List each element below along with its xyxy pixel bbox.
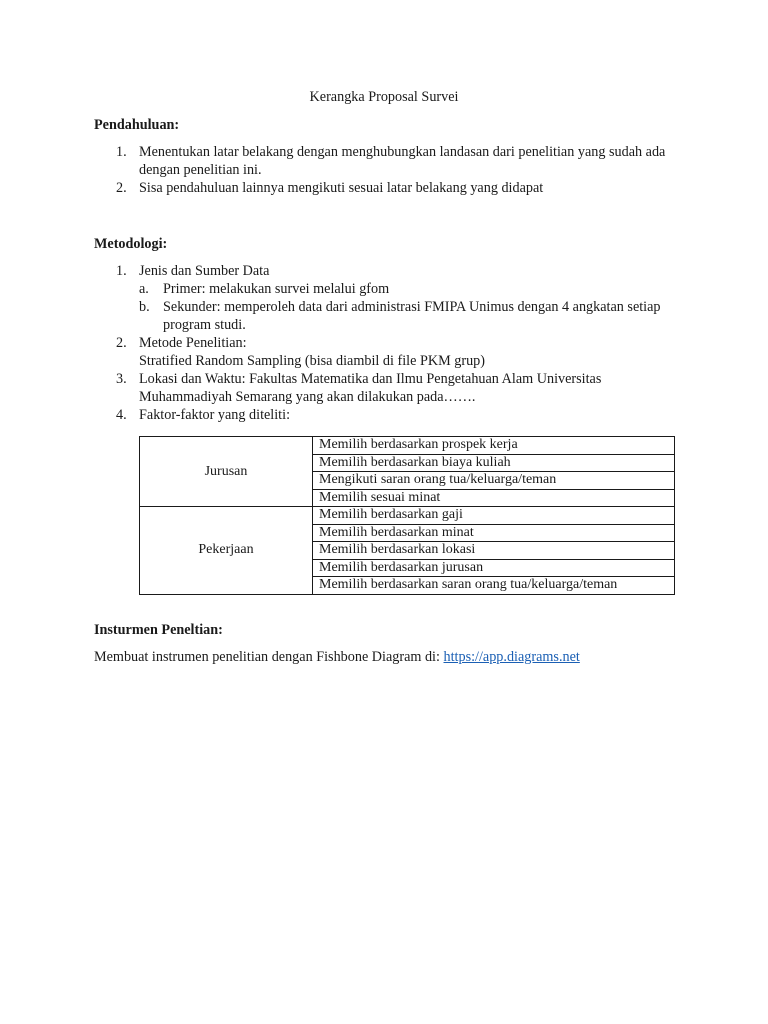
sublist-item [139,280,694,298]
factors-table [139,436,675,595]
table-group-cell: Jurusan [140,437,313,507]
list-item-text: Sisa pendahuluan lainnya mengikuti sesuai latar belakang yang didapat [139,180,544,196]
sublist-item [139,298,694,334]
table-row [140,507,675,525]
table-cell: Memilih berdasarkan gaji [313,507,675,525]
table-cell: Memilih berdasarkan saran orang tua/keluarga/teman [313,577,675,595]
list-item-text: Jenis dan Sumber Data [139,263,270,279]
table-cell: Memilih berdasarkan lokasi [313,542,675,560]
list-item [94,262,694,334]
list-item-text: Faktor-faktor yang diteliti: [139,407,291,423]
list-item-text: Lokasi dan Waktu: Fakultas Matematika dan Ilmu Pengetahuan Alam Universitas Muhammadiyah Semarang yang akan dilakukan pada……. [139,371,602,405]
metodologi-heading: Metodologi: [94,236,168,252]
list-item [94,370,694,406]
instrumen-paragraph [94,648,714,666]
list-item [94,179,694,197]
table-cell: Memilih berdasarkan jurusan [313,559,675,577]
diagrams-link[interactable]: https://app.diagrams.net [443,649,580,665]
instrumen-text: Membuat instrumen penelitian dengan Fishbone Diagram di: [94,649,444,665]
list-number: 3. [116,371,127,387]
sublist-item-text: Sekunder: memperoleh data dari administrasi FMIPA Unimus dengan 4 angkatan setiap program studi. [163,299,661,333]
table-cell: Memilih berdasarkan minat [313,524,675,542]
list-item [94,143,694,179]
sublist-letter: a. [139,281,149,297]
list-number: 4. [116,407,127,423]
instrumen-heading: Insturmen Peneltian: [94,622,223,638]
sublist-letter: b. [139,299,150,315]
table-cell: Memilih berdasarkan biaya kuliah [313,454,675,472]
list-item-text: Metode Penelitian: [139,335,247,351]
metodologi-list [94,262,694,424]
list-number: 1. [116,263,127,279]
list-item [94,334,694,370]
list-item-detail: Stratified Random Sampling (bisa diambil di file PKM grup) [139,353,485,369]
sublist [139,280,694,334]
table-cell: Memilih berdasarkan prospek kerja [313,437,675,455]
document-title: Kerangka Proposal Survei [309,89,459,105]
pendahuluan-list [94,143,694,197]
table-cell: Mengikuti saran orang tua/keluarga/teman [313,472,675,490]
pendahuluan-heading: Pendahuluan: [94,117,180,133]
list-number: 2. [116,335,127,351]
sublist-item-text: Primer: melakukan survei melalui gfom [163,281,390,297]
table-row [140,437,675,455]
table-group-cell: Pekerjaan [140,507,313,595]
table-cell: Memilih sesuai minat [313,489,675,507]
list-item [94,406,694,424]
list-item-text: Menentukan latar belakang dengan menghubungkan landasan dari penelitian yang sudah ada dengan penelitian ini. [139,144,666,178]
list-number: 2. [116,180,127,196]
list-number: 1. [116,144,127,160]
